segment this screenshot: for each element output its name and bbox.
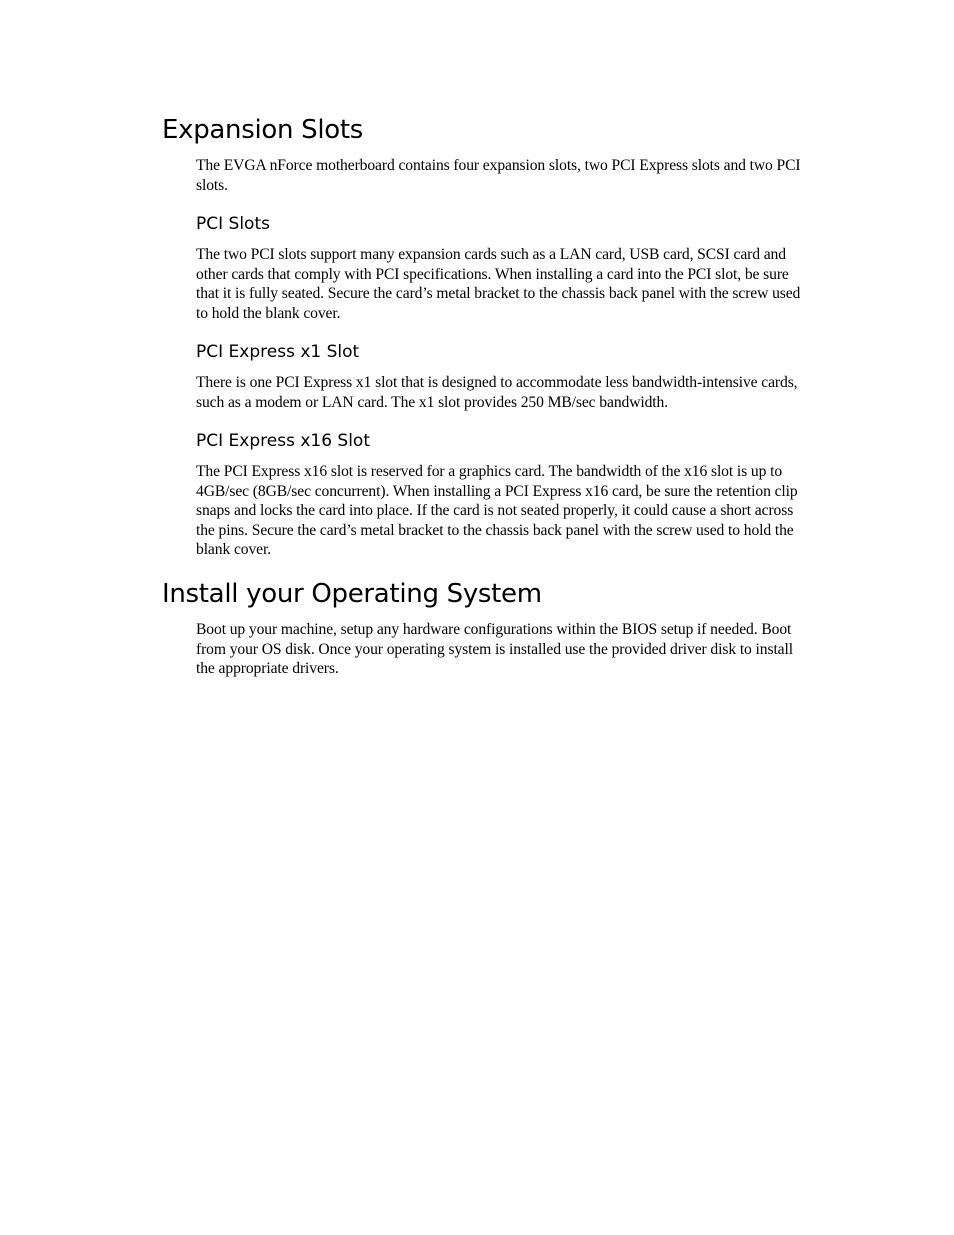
paragraph-pci-slots: The two PCI slots support many expansion cards such as a LAN card, USB card, SCSI card and other cards that comply with PCI specifications. When installing a card into the PCI slot, be sure that it is fully seated. Secure the card’s metal bracket to the chassis back panel with the screw used to hold the blank cover. bbox=[196, 246, 801, 322]
paragraph-expansion-slots-intro: The EVGA nForce motherboard contains four expansion slots, two PCI Express slots and two PCI slots. bbox=[196, 157, 801, 194]
heading-install-operating-system: Install your Operating System bbox=[162, 579, 542, 609]
paragraph-pci-express-x16-slot: The PCI Express x16 slot is reserved for a graphics card. The bandwidth of the x16 slot is up to 4GB/sec (8GB/sec concurrent). When installing a PCI Express x16 card, be sure the retention clip snaps and locks the card into place. If the card is not seated properly, it could cause a short across the pins. Secure the card’s metal bracket to the chassis back panel with the screw used to hold the blank cover. bbox=[196, 463, 798, 558]
heading-pci-slots: PCI Slots bbox=[196, 214, 270, 234]
paragraph-pci-express-x1-slot: There is one PCI Express x1 slot that is designed to accommodate less bandwidth-intensive cards, such as a modem or LAN card. The x1 slot provides 250 MB/sec bandwidth. bbox=[196, 374, 798, 411]
heading-expansion-slots: Expansion Slots bbox=[162, 115, 364, 145]
paragraph-install-operating-system: Boot up your machine, setup any hardware configurations within the BIOS setup if needed. Boot from your OS disk. Once your operating system is installed use the provided driver disk to install the appropriate drivers. bbox=[196, 621, 793, 677]
heading-pci-express-x16-slot: PCI Express x16 Slot bbox=[196, 431, 371, 451]
heading-pci-express-x1-slot: PCI Express x1 Slot bbox=[196, 342, 360, 362]
